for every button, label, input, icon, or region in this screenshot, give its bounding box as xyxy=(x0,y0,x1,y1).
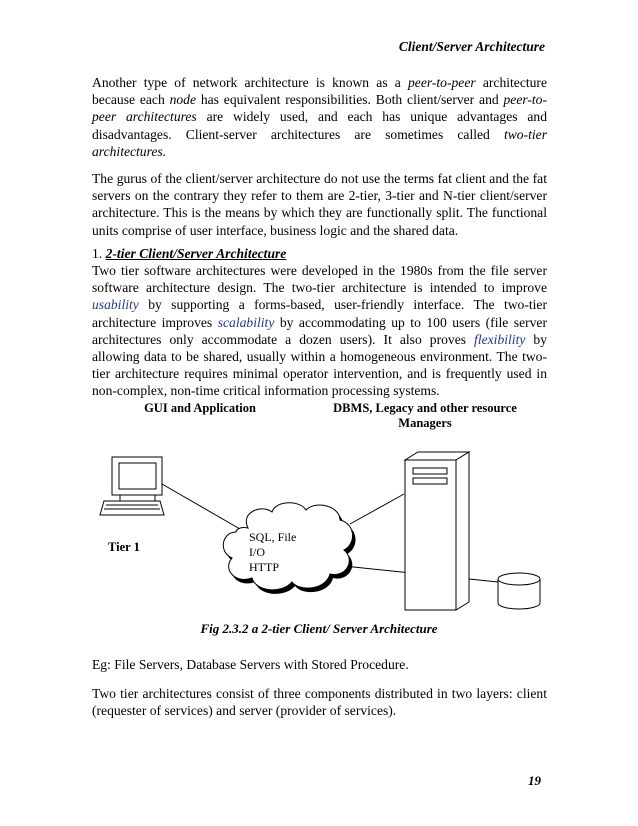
diagram-label-dbms: DBMS, Legacy and other resource Managers xyxy=(333,401,517,430)
p3-text-3: by accommodating up to 100 users (file server architectures only accommodate a dozen users). It also proves xyxy=(92,314,547,347)
p3-term-scalability: scalability xyxy=(217,314,275,330)
figure-caption: Fig 2.3.2 a 2-tier Client/ Server Architecture xyxy=(200,621,438,636)
page-number: 19 xyxy=(528,773,541,788)
section-title: 2-tier Client/Server Architecture xyxy=(105,246,287,261)
p3-text-2: by supporting a forms-based, user-friendly interface. The two-tier architecture improves xyxy=(92,297,547,330)
running-header: Client/Server Architecture xyxy=(398,39,545,54)
database-storage-icon xyxy=(498,573,540,609)
p3-term-usability: usability xyxy=(92,297,139,313)
p1-term-peer-architectures: peer-to-peer architectures xyxy=(92,92,548,125)
diagram-label-gui: GUI and Application xyxy=(144,401,256,415)
p1-text-2: architecture because each xyxy=(92,75,547,108)
cloud-text-line-1: SQL, File xyxy=(249,530,297,544)
paragraph-gurus: The gurus of the client/server architecture do not use the terms fat client and the fat servers on the contrary they refer to them are 2-tier, 3-tier and N-tier client/server architecture. This is the means by which they are functionally split. The functional units comprise of user interface, business logic and the shared data. xyxy=(92,171,547,238)
client-link-line xyxy=(162,484,240,529)
client-computer-icon xyxy=(100,457,164,515)
p1-term-peer-to-peer: peer-to-peer xyxy=(408,75,476,90)
paragraph-example: Eg: File Servers, Database Servers with Stored Procedure. xyxy=(92,657,409,672)
p3-text-1: Two tier software architectures were developed in the 1980s from the file server software architecture design. The two-tier architecture is intended to improve xyxy=(92,263,547,296)
section-number: 1. xyxy=(92,246,106,261)
p1-text-4: are widely used, and each has unique advantages and disadvantages. Client-server architectures are sometimes called xyxy=(92,109,547,142)
p1-term-two-tier: two-tier architectures. xyxy=(92,126,547,159)
p1-text-1: Another type of network architecture is known as a xyxy=(92,75,408,90)
server-tower-icon xyxy=(405,452,469,610)
cloud-text-line-3: HTTP xyxy=(249,560,279,574)
p1-term-node: node xyxy=(169,92,197,108)
diagram-label-tier-1: Tier 1 xyxy=(108,540,140,554)
paragraph-components: Two tier architectures consist of three components distributed in two layers: client (requester of services) and server (provider of services). xyxy=(92,686,547,719)
p3-text-4: by allowing data to be shared, usually within a homogeneous environment. The two-tier architecture requires minimal operator intervention, and is frequently used in non-complex, non-time critical information processing systems. xyxy=(92,331,548,399)
p1-text-3: has equivalent responsibilities. Both client/server and xyxy=(196,92,504,108)
p3-term-flexibility: flexibility xyxy=(474,331,526,347)
cloud-text-line-2: I/O xyxy=(249,545,265,559)
network-cloud-icon xyxy=(223,503,355,594)
server-link-line xyxy=(350,494,404,524)
